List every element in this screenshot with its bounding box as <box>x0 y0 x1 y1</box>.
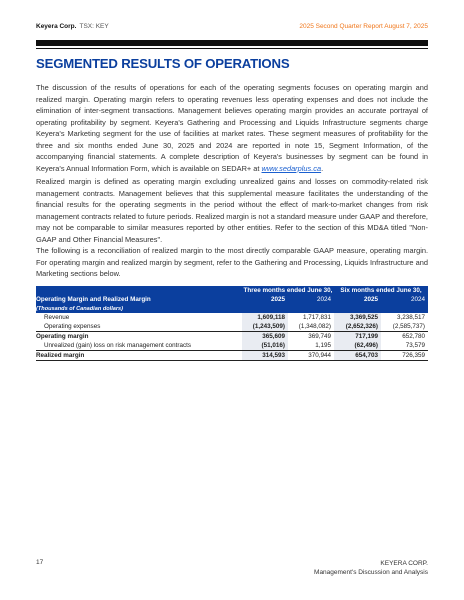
footer-right <box>314 559 428 577</box>
cell-value: (1,243,509) <box>242 322 288 332</box>
cell-value: 717,199 <box>334 332 381 342</box>
table-header-row-1 <box>36 286 428 295</box>
col-year: 2025 <box>242 295 288 304</box>
cell-value: 73,579 <box>405 342 425 349</box>
cell-value: 1,609,118 <box>242 313 288 322</box>
col-group-three-months: Three months ended June 30, <box>243 287 333 294</box>
header-ticker: TSX: KEY <box>79 23 109 30</box>
cell-value: 370,944 <box>288 351 334 361</box>
cell-value: 369,749 <box>288 332 334 342</box>
header-report-title: 2025 Second Quarter Report August 7, 2025 <box>299 23 428 30</box>
table-row <box>36 341 428 351</box>
cell-value: (62,496) <box>334 341 381 351</box>
cell-value: 314,593 <box>242 351 288 361</box>
col-year: 2025 <box>334 295 381 304</box>
table-row <box>36 332 428 342</box>
cell-value: 365,609 <box>242 332 288 342</box>
page-title: SEGMENTED RESULTS OF OPERATIONS <box>36 56 290 71</box>
header-rule-thick <box>36 40 428 46</box>
col-year: 2024 <box>288 295 334 304</box>
cell-value: (2,652,326) <box>334 322 381 332</box>
table-row <box>36 322 428 332</box>
table-row <box>36 351 428 361</box>
table-row <box>36 313 428 322</box>
paragraph-intro-text: The discussion of the results of operations for each of the operating segments focuses on operating margin and realized margin. Operating margin refers to operating revenues less operating expenses and does not include the elimination of inter-segment transactions. Management believes operating margin provides an accurate portrayal of operating profitability by segment. Keyera's Gathering and Processing and Liquids Infrastructure segments charge Keyera's Marketing segment for the use of facilities at market rates. These segment measures of profitability for the three and six months ended June 30, 2025 and 2024 are reported in note 15, Segment Information, of the accompanying financial statements. A complete description of Keyera's businesses by segment can be found in Keyera's Annual Information Form, which is available on SEDAR+ at <box>36 83 428 173</box>
footer-document: Management's Discussion and Analysis <box>314 569 428 576</box>
cell-value: 1,717,831 <box>302 314 331 321</box>
header-company: Keyera Corp. <box>36 23 77 30</box>
cell-value: 654,703 <box>334 351 381 361</box>
paragraph-intro <box>36 82 428 174</box>
sedar-link[interactable]: www.sedarplus.ca <box>261 163 322 173</box>
cell-value: (1,348,082) <box>298 323 331 330</box>
footer-company: KEYERA CORP. <box>380 560 428 567</box>
row-label: Operating margin <box>36 332 242 342</box>
cell-value: (2,585,737) <box>392 323 425 330</box>
col-group-six-months: Six months ended June 30, <box>334 286 428 295</box>
table-subtitle: (Thousands of Canadian dollars) <box>36 304 242 313</box>
col-year: 2024 <box>381 295 428 304</box>
paragraph-reconciliation: The following is a reconciliation of realized margin to the most directly comparable GAAP measure, operating margin. For operating margin and realized margin by segment, refer to the Gathering and Processing, Liquids Infrastructure and Marketing sections below. <box>36 246 428 278</box>
page-number: 17 <box>36 559 44 566</box>
cell-value: 726,359 <box>381 351 428 361</box>
row-label: Unrealized (gain) loss on risk management contracts <box>44 342 191 349</box>
header-rule-thin <box>36 48 428 49</box>
row-label: Realized margin <box>36 351 242 361</box>
cell-value: 3,238,517 <box>396 314 425 321</box>
table-title: Operating Margin and Realized Margin <box>36 295 242 304</box>
page-header <box>36 23 428 33</box>
cell-value: 3,369,525 <box>334 313 381 322</box>
margin-table <box>36 286 428 361</box>
cell-value: 1,195 <box>315 342 331 349</box>
cell-value: 652,780 <box>381 332 428 342</box>
paragraph-intro-end: . <box>321 163 324 173</box>
row-label: Revenue <box>44 314 70 321</box>
cell-value: (51,016) <box>242 341 288 351</box>
table-header-row-3 <box>36 304 428 313</box>
table-header-row-2 <box>36 295 428 304</box>
row-label: Operating expenses <box>44 323 101 330</box>
paragraph-realized-margin: Realized margin is defined as operating margin excluding unrealized gains and losses on commodity-related risk management contracts. Management believes that this supplemental measure facilitates the understanding of the financial results for the operating segments in the period without the effect of mark-to-market changes from risk management contracts related to future periods. Realized margin is not a standard measure under GAAP and therefore, may not be comparable to similar measures reported by other entities. Refer to the section of this MD&A titled "Non-GAAP and Other Financial Measures". <box>36 177 428 244</box>
